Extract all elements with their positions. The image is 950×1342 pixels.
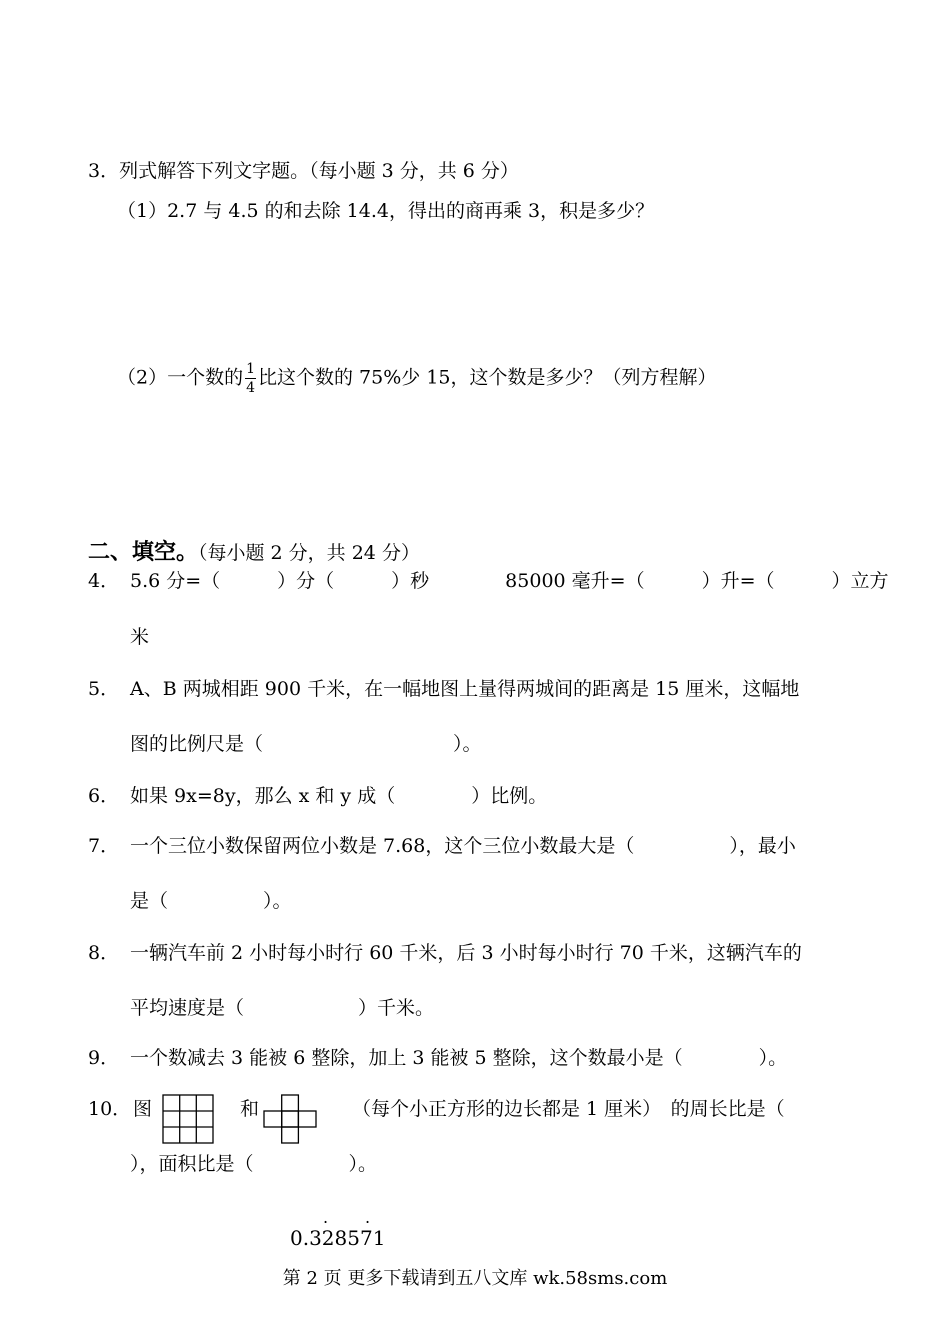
q10-label-b: 和 xyxy=(240,1098,260,1120)
section-2-note: （每小题 2 分，共 24 分） xyxy=(198,542,420,564)
repeating-decimal: 0.328571 xyxy=(290,1226,386,1250)
q3-part1: （1）2.7 与 4.5 的和去除 14.4，得出的商再乘 3，积是多少？ xyxy=(117,200,655,222)
q3-title: 3．列式解答下列文字题。（每小题 3 分，共 6 分） xyxy=(88,160,519,182)
section-2-heading-row xyxy=(88,540,420,566)
q10-line1-rest: （每个小正方形的边长都是 1 厘米） 的周长比是（ xyxy=(352,1098,785,1120)
q4-line2: 米 xyxy=(130,626,150,648)
cross-figure xyxy=(263,1094,317,1144)
q3-part2 xyxy=(117,362,717,395)
q7-number: 7． xyxy=(88,835,120,857)
q8-line1: 一辆汽车前 2 小时每小时行 60 千米，后 3 小时每小时行 70 千米，这辆汽车的 xyxy=(130,942,802,964)
q8-number: 8． xyxy=(88,942,120,964)
section-2-heading: 二、填空。 xyxy=(88,540,199,565)
q5-number: 5． xyxy=(88,678,120,700)
q5-line2: 图的比例尺是（ ）。 xyxy=(130,733,482,755)
q10-number: 10． xyxy=(88,1098,132,1120)
q9-number: 9． xyxy=(88,1047,120,1069)
q3-part2-suffix: 比这个数的 75%少 15，这个数是多少？（列方程解） xyxy=(258,366,717,389)
q6-number: 6． xyxy=(88,785,120,807)
q4-number: 4． xyxy=(88,570,120,592)
q8-line2: 平均速度是（ ）千米。 xyxy=(130,997,435,1019)
q3-part2-prefix: （2）一个数的 xyxy=(117,366,244,389)
q6-line1: 如果 9x=8y，那么 x 和 y 成（ ）比例。 xyxy=(130,785,548,807)
fraction-denominator: 4 xyxy=(246,380,256,396)
q10-label-a: 图 xyxy=(133,1098,153,1120)
repeat-dot-end: . xyxy=(365,1208,371,1227)
page-footer: 第 2 页 更多下载请到五八文库 wk.58sms.com xyxy=(282,1268,668,1289)
q9-line1: 一个数减去 3 能被 6 整除，加上 3 能被 5 整除，这个数最小是（ ）。 xyxy=(130,1047,788,1069)
q10-line2: ），面积比是（ ）。 xyxy=(130,1153,378,1175)
fraction-numerator: 1 xyxy=(246,361,256,377)
fraction-one-quarter xyxy=(245,362,256,395)
q7-line1: 一个三位小数保留两位小数是 7.68，这个三位小数最大是（ ），最小 xyxy=(130,835,796,857)
grid-3x3-figure xyxy=(162,1094,214,1144)
q4-line1: 5.6 分=（ ）分（ ）秒 85000 毫升=（ ）升=（ ）立方 xyxy=(130,570,889,592)
q7-line2: 是（ ）。 xyxy=(130,890,292,912)
q5-line1: A、B 两城相距 900 千米，在一幅地图上量得两城间的距离是 15 厘米，这幅地 xyxy=(130,678,800,700)
repeat-dot-start: . xyxy=(323,1208,329,1227)
